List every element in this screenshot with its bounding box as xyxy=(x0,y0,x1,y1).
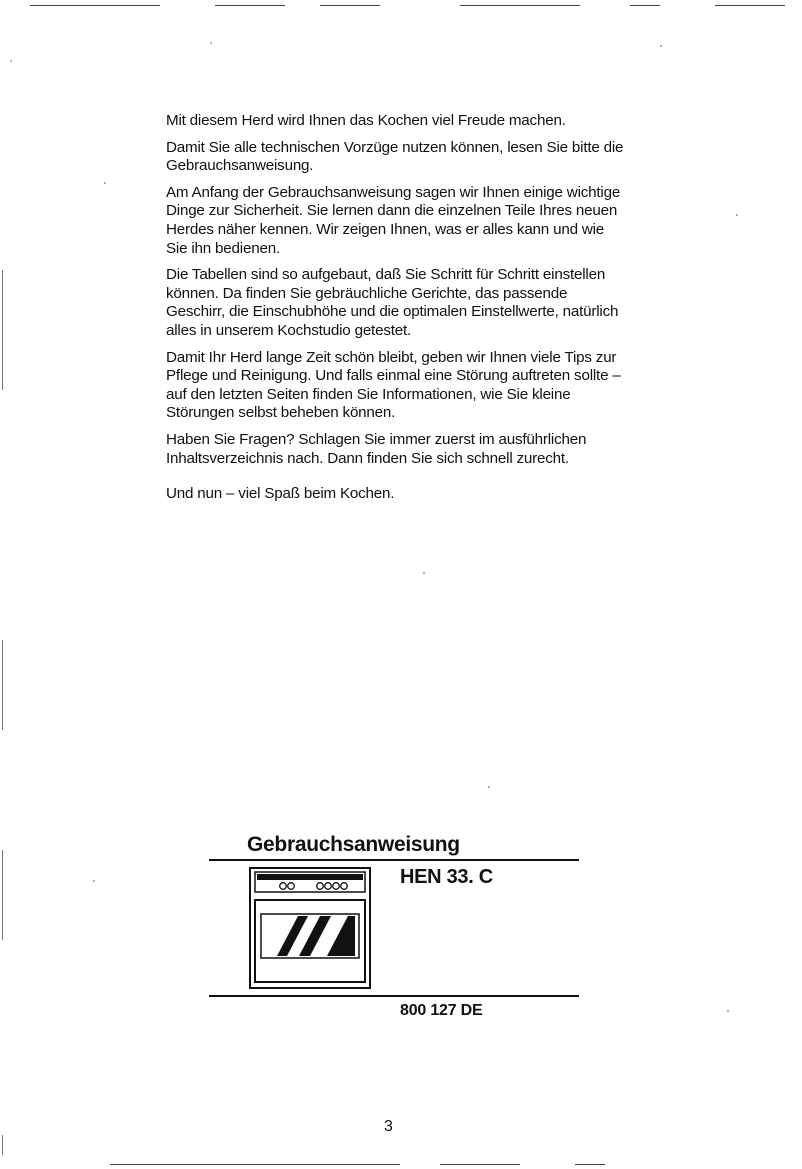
scan-edge-top xyxy=(715,5,785,6)
intro-paragraph: Mit diesem Herd wird Ihnen das Kochen viel Freude machen. xyxy=(166,112,566,129)
scan-speck xyxy=(10,60,12,62)
scan-speck xyxy=(423,572,425,574)
scan-edge-top xyxy=(460,5,580,6)
model-number: HEN 33. C xyxy=(400,866,493,888)
closing-line: Und nun – viel Spaß beim Kochen. xyxy=(166,485,395,503)
page-number: 3 xyxy=(384,1118,393,1135)
scan-edge-left xyxy=(2,1135,3,1155)
scan-speck xyxy=(488,786,490,788)
oven-icon xyxy=(249,867,371,989)
scan-edge-top xyxy=(630,5,660,6)
intro-paragraph: Haben Sie Fragen? Schlagen Sie immer zuerst im ausführlichen Inhaltsverzeichnis nach. Dann finden Sie sich schnell zurecht. xyxy=(166,430,587,467)
intro-paragraph: Damit Sie alle technischen Vorzüge nutzen können, lesen Sie bitte die Gebrauchsanweisung. xyxy=(166,138,624,175)
scan-edge-top xyxy=(320,5,380,6)
scan-edge-left xyxy=(2,640,3,730)
intro-paragraph: Die Tabellen sind so aufgebaut, daß Sie Schritt für Schritt einstellen können. Da finden Sie gebräuchliche Gerichte, das passende Geschirr, die Einschubhöhe und die optimalen Einstellwerte, natürlich alles in unserem Kochstudio getestet. xyxy=(166,266,619,339)
intro-text xyxy=(166,112,626,512)
title-rule-top xyxy=(209,859,579,861)
part-number: 800 127 DE xyxy=(400,1002,483,1019)
document-title: Gebrauchsanweisung xyxy=(247,833,460,856)
scan-edge-left xyxy=(2,850,3,940)
scan-speck xyxy=(210,42,212,44)
scan-speck xyxy=(104,182,106,184)
scan-speck xyxy=(736,214,738,216)
scan-edge-bottom xyxy=(110,1164,400,1165)
title-rule-bottom xyxy=(209,995,579,997)
scan-edge-top xyxy=(215,5,285,6)
intro-paragraph: Damit Ihr Herd lange Zeit schön bleibt, geben wir Ihnen viele Tips zur Pflege und Reinigung. Und falls einmal eine Störung auftreten sollte – auf den letzten Seiten finden Sie Informationen, wie Sie kleine Störungen selbst beheben können. xyxy=(166,348,621,422)
scan-edge-bottom xyxy=(575,1164,605,1165)
scan-speck xyxy=(727,1010,729,1012)
scan-edge-bottom xyxy=(440,1164,520,1165)
scan-speck xyxy=(93,880,95,882)
scan-edge-left xyxy=(2,270,3,390)
intro-paragraph: Am Anfang der Gebrauchsanweisung sagen wir Ihnen einige wichtige Dinge zur Sicherheit. Sie lernen dann die einzelnen Teile Ihres neuen Herdes näher kennen. Wir zeigen Ihnen, was er alles kann und wie Sie ihn bedienen. xyxy=(166,183,621,257)
scan-edge-top xyxy=(30,5,160,6)
scan-speck xyxy=(660,45,662,47)
